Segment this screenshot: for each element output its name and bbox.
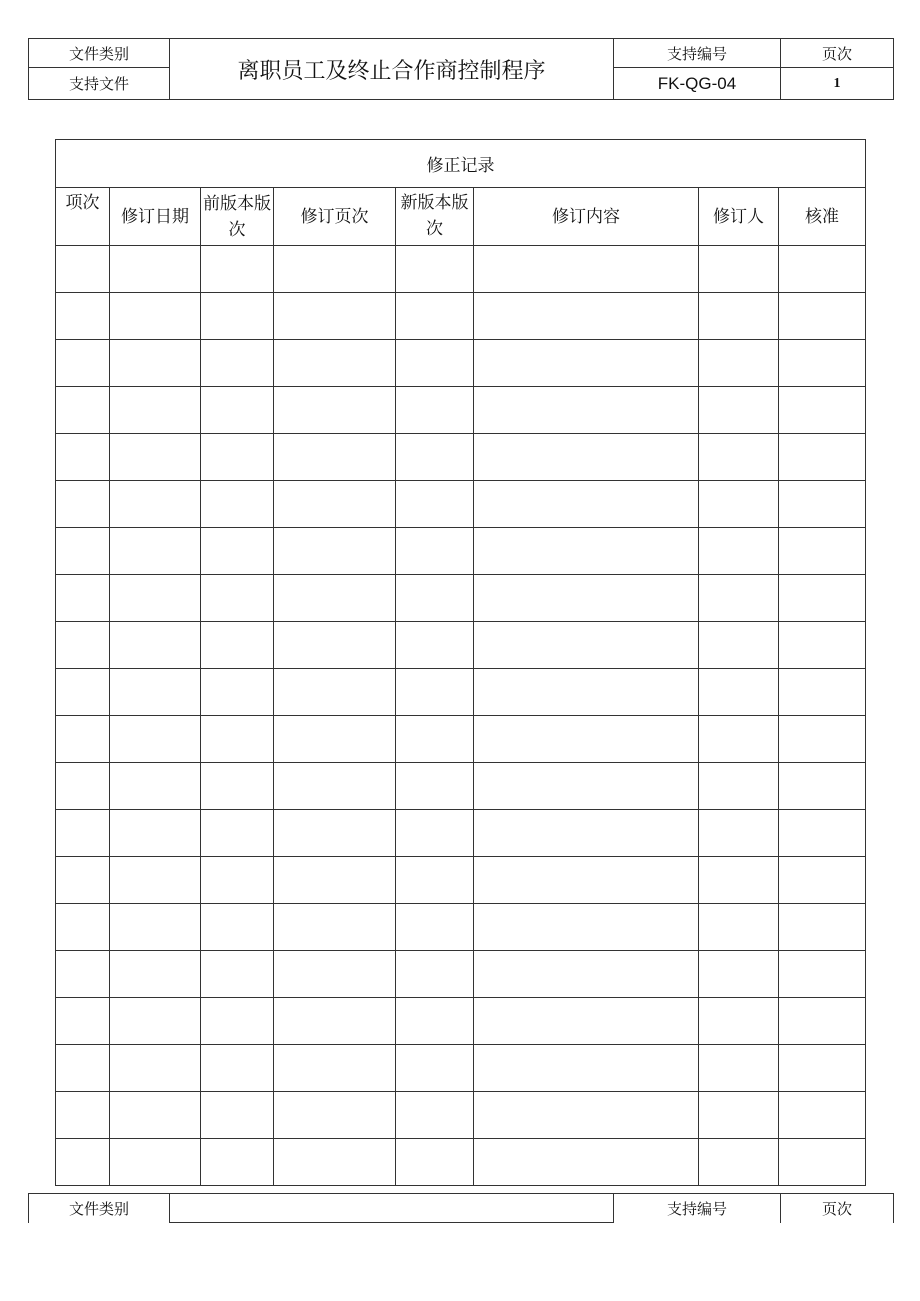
revision-cell [56, 481, 110, 528]
revision-row [56, 387, 866, 434]
revision-record-title: 修正记录 [56, 140, 866, 188]
revision-row [56, 857, 866, 904]
revision-cell [779, 904, 866, 951]
col-revision-date: 修订日期 [110, 188, 201, 246]
revision-cell [699, 622, 779, 669]
revision-cell [699, 951, 779, 998]
revision-cell [274, 716, 396, 763]
revision-cell [779, 575, 866, 622]
document-footer [28, 1193, 894, 1223]
revision-cell [110, 481, 201, 528]
revision-cell [201, 1139, 274, 1186]
revision-cell [201, 293, 274, 340]
revision-cell [699, 669, 779, 716]
revision-cell [699, 387, 779, 434]
revision-cell [474, 951, 699, 998]
revision-cell [699, 293, 779, 340]
revision-cell [274, 293, 396, 340]
revision-cell [274, 1045, 396, 1092]
revision-cell [699, 716, 779, 763]
revision-cell [274, 387, 396, 434]
revision-cell [56, 1045, 110, 1092]
document-title: 离职员工及终止合作商控制程序 [170, 39, 614, 100]
revision-cell [474, 293, 699, 340]
revision-cell [201, 669, 274, 716]
revision-cell [699, 1045, 779, 1092]
revision-cell [699, 763, 779, 810]
revision-cell [274, 904, 396, 951]
revision-cell [396, 246, 474, 293]
revision-cell [274, 528, 396, 575]
revision-cell [110, 1139, 201, 1186]
revision-cell [699, 1092, 779, 1139]
revision-cell [56, 904, 110, 951]
revision-cell [201, 481, 274, 528]
revision-row [56, 810, 866, 857]
revision-cell [474, 528, 699, 575]
revision-cell [396, 998, 474, 1045]
revision-row [56, 293, 866, 340]
col-item-no: 项次 [56, 188, 110, 246]
revision-cell [474, 622, 699, 669]
revision-cell [474, 387, 699, 434]
revision-cell [396, 763, 474, 810]
revision-cell [110, 387, 201, 434]
footer-page-label: 页次 [781, 1194, 894, 1223]
revision-cell [699, 904, 779, 951]
revision-cell [274, 1139, 396, 1186]
revision-cell [201, 857, 274, 904]
revision-cell [56, 434, 110, 481]
revision-cell [110, 340, 201, 387]
revision-row [56, 904, 866, 951]
revision-cell [56, 1092, 110, 1139]
revision-cell [110, 293, 201, 340]
revision-cell [779, 1045, 866, 1092]
revision-cell [110, 857, 201, 904]
page-number: 1 [781, 68, 894, 100]
col-revised-pages: 修订页次 [274, 188, 396, 246]
revision-cell [699, 481, 779, 528]
revision-row [56, 575, 866, 622]
doc-category-label: 文件类别 [29, 39, 170, 68]
revision-cell [56, 716, 110, 763]
col-revision-content: 修订内容 [474, 188, 699, 246]
revision-cell [110, 528, 201, 575]
revision-cell [779, 481, 866, 528]
revision-cell [396, 340, 474, 387]
revision-cell [56, 246, 110, 293]
revision-cell [396, 904, 474, 951]
revision-cell [110, 575, 201, 622]
col-prev-version: 前版本版次 [201, 188, 274, 246]
revision-cell [274, 481, 396, 528]
revision-cell [779, 998, 866, 1045]
revision-cell [779, 716, 866, 763]
revision-cell [396, 1139, 474, 1186]
revision-cell [201, 340, 274, 387]
revision-row [56, 1139, 866, 1186]
revision-cell [779, 810, 866, 857]
revision-cell [779, 1092, 866, 1139]
revision-cell [56, 669, 110, 716]
revision-cell [699, 340, 779, 387]
revision-cell [779, 951, 866, 998]
doc-category-value: 支持文件 [29, 68, 170, 100]
revision-cell [779, 622, 866, 669]
revision-cell [474, 763, 699, 810]
revision-cell [396, 669, 474, 716]
col-approval: 核准 [779, 188, 866, 246]
revision-cell [110, 434, 201, 481]
revision-row [56, 716, 866, 763]
revision-cell [274, 951, 396, 998]
revision-cell [274, 1092, 396, 1139]
revision-cell [699, 810, 779, 857]
revision-row [56, 998, 866, 1045]
revision-cell [110, 951, 201, 998]
revision-cell [110, 1045, 201, 1092]
revision-cell [699, 434, 779, 481]
revision-cell [110, 810, 201, 857]
revision-cell [779, 434, 866, 481]
revision-cell [474, 340, 699, 387]
revision-cell [56, 293, 110, 340]
revision-cell [396, 622, 474, 669]
revision-cell [474, 810, 699, 857]
revision-cell [396, 575, 474, 622]
support-no-value: FK-QG-04 [614, 68, 781, 100]
revision-cell [396, 716, 474, 763]
revision-cell [274, 763, 396, 810]
revision-cell [274, 622, 396, 669]
revision-row [56, 246, 866, 293]
revision-cell [274, 434, 396, 481]
revision-cell [201, 716, 274, 763]
revision-row [56, 763, 866, 810]
revision-cell [56, 387, 110, 434]
revision-column-headers [56, 188, 866, 246]
revision-cell [110, 1092, 201, 1139]
page-label: 页次 [781, 39, 894, 68]
revision-cell [274, 857, 396, 904]
revision-cell [201, 622, 274, 669]
revision-cell [274, 340, 396, 387]
revision-cell [474, 246, 699, 293]
revision-cell [474, 434, 699, 481]
revision-cell [56, 340, 110, 387]
revision-cell [396, 810, 474, 857]
revision-cell [474, 669, 699, 716]
col-new-version: 新版本版次 [396, 188, 474, 246]
revision-record-table [55, 139, 866, 1186]
revision-row [56, 669, 866, 716]
revision-cell [396, 528, 474, 575]
revision-cell [56, 763, 110, 810]
revision-cell [396, 951, 474, 998]
revision-cell [201, 575, 274, 622]
revision-cell [56, 810, 110, 857]
revision-cell [201, 1045, 274, 1092]
footer-title-cell [170, 1194, 614, 1223]
revision-cell [201, 246, 274, 293]
revision-cell [274, 810, 396, 857]
revision-cell [474, 575, 699, 622]
revision-cell [274, 669, 396, 716]
revision-cell [699, 528, 779, 575]
revision-row [56, 1092, 866, 1139]
revision-cell [779, 246, 866, 293]
revision-cell [699, 246, 779, 293]
revision-cell [699, 857, 779, 904]
revision-cell [474, 904, 699, 951]
footer-doc-category-label: 文件类别 [29, 1194, 170, 1223]
revision-cell [699, 1139, 779, 1186]
revision-cell [474, 481, 699, 528]
revision-cell [474, 716, 699, 763]
revision-cell [699, 575, 779, 622]
revision-cell [110, 246, 201, 293]
revision-cell [396, 857, 474, 904]
revision-cell [201, 528, 274, 575]
revision-cell [474, 1092, 699, 1139]
revision-cell [201, 763, 274, 810]
revision-cell [779, 340, 866, 387]
footer-support-no-label: 支持编号 [614, 1194, 781, 1223]
revision-cell [201, 951, 274, 998]
revision-cell [779, 387, 866, 434]
revision-cell [779, 293, 866, 340]
revision-row [56, 434, 866, 481]
revision-cell [396, 434, 474, 481]
revision-cell [274, 246, 396, 293]
revision-cell [779, 528, 866, 575]
revision-cell [201, 434, 274, 481]
revision-cell [110, 998, 201, 1045]
revision-cell [474, 1045, 699, 1092]
revision-row [56, 1045, 866, 1092]
revision-cell [201, 810, 274, 857]
revision-cell [201, 1092, 274, 1139]
revision-cell [56, 528, 110, 575]
revision-cell [56, 575, 110, 622]
revision-cell [110, 669, 201, 716]
support-no-label: 支持编号 [614, 39, 781, 68]
revision-cell [396, 1045, 474, 1092]
document-header [28, 38, 894, 100]
revision-row [56, 481, 866, 528]
revision-cell [474, 857, 699, 904]
revision-cell [56, 998, 110, 1045]
revision-cell [779, 669, 866, 716]
revision-cell [396, 293, 474, 340]
revision-cell [474, 998, 699, 1045]
revision-cell [274, 575, 396, 622]
revision-row [56, 622, 866, 669]
col-reviser: 修订人 [699, 188, 779, 246]
revision-row [56, 340, 866, 387]
revision-cell [56, 1139, 110, 1186]
revision-cell [56, 951, 110, 998]
revision-cell [779, 763, 866, 810]
revision-cell [56, 857, 110, 904]
revision-row [56, 528, 866, 575]
revision-cell [274, 998, 396, 1045]
revision-cell [779, 1139, 866, 1186]
revision-cell [110, 763, 201, 810]
revision-cell [396, 1092, 474, 1139]
revision-cell [396, 387, 474, 434]
revision-cell [110, 904, 201, 951]
revision-cell [699, 998, 779, 1045]
revision-cell [396, 481, 474, 528]
revision-cell [110, 716, 201, 763]
revision-cell [779, 857, 866, 904]
revision-cell [56, 622, 110, 669]
revision-cell [110, 622, 201, 669]
revision-cell [201, 904, 274, 951]
revision-cell [474, 1139, 699, 1186]
revision-row [56, 951, 866, 998]
revision-cell [201, 387, 274, 434]
revision-cell [201, 998, 274, 1045]
